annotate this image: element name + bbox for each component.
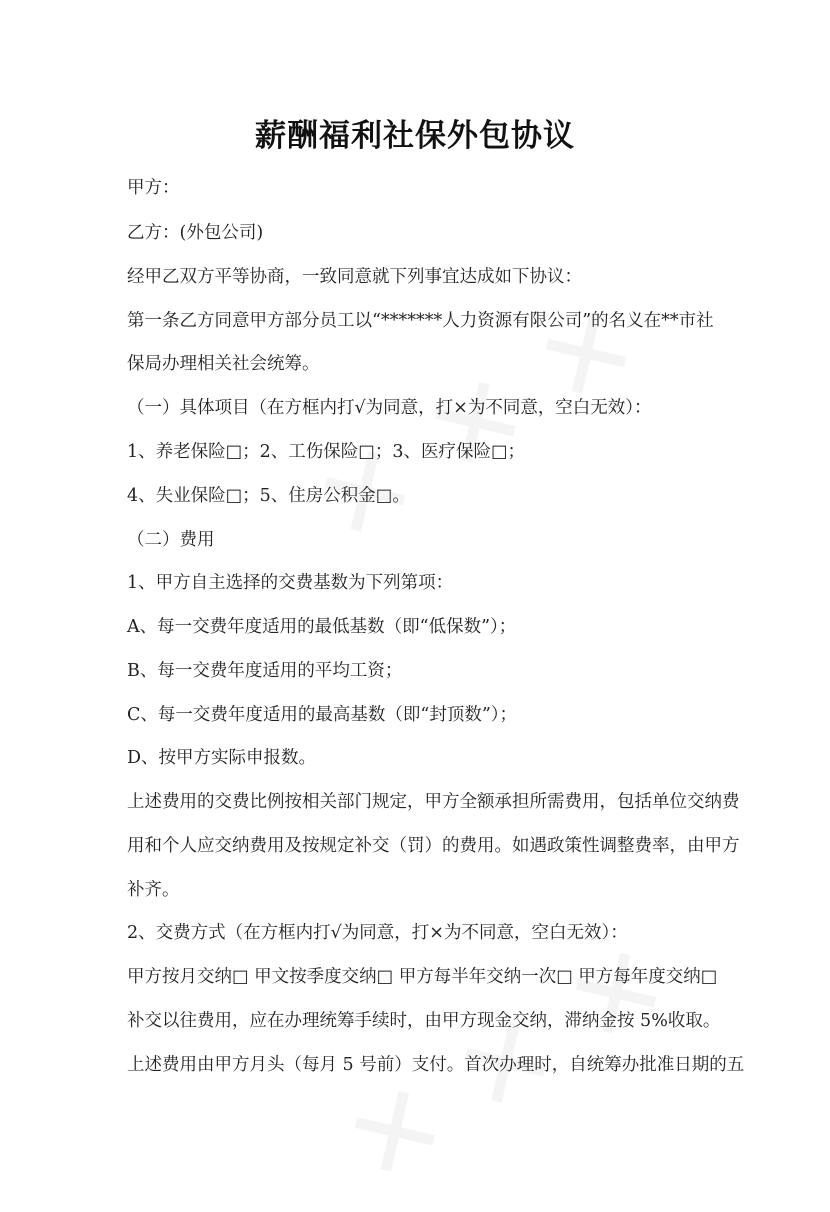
payment-schedule-line: 上述费用由甲方月头（每月 5 号前）支付。首次办理时，自统筹办批准日期的五	[127, 1055, 745, 1075]
party-b-line: 乙方：(外包公司)	[127, 223, 264, 243]
party-a-line: 甲方：	[127, 178, 180, 198]
fee-base-line: 1、甲方自主选择的交费基数为下列第项：	[127, 573, 454, 593]
payment-options-line: 甲方按月交纳□ 甲文按季度交纳□ 甲方每半年交纳一次□ 甲方每年度交纳□	[127, 967, 718, 987]
fee-option-a: A、每一交费年度适用的最低基数（即“低保数”）；	[127, 617, 517, 637]
insurance-items-row-2: 4、失业保险□；5、住房公积金□。	[127, 486, 410, 506]
preamble-line: 经甲乙双方平等协商，一致同意就下列事宜达成如下协议：	[127, 267, 582, 287]
fee-paragraph-line-3: 补齐。	[127, 880, 180, 900]
fee-option-d: D、按甲方实际申报数。	[127, 748, 317, 768]
section-fees-heading: （二）费用	[127, 530, 215, 550]
fee-option-c: C、每一交费年度适用的最高基数（即“封顶数”）；	[127, 705, 518, 725]
payment-method-heading: 2、交费方式（在方框内打√为同意，打×为不同意，空白无效）：	[127, 923, 628, 943]
back-payment-line: 补交以往费用，应在办理统筹手续时，由甲方现金交纳，滞纳金按 5%收取。	[127, 1011, 721, 1031]
section-items-heading: （一）具体项目（在方框内打√为同意，打×为不同意，空白无效）：	[127, 398, 652, 418]
fee-option-b: B、每一交费年度适用的平均工资；	[127, 661, 403, 681]
document-title: 薪酬福利社保外包协议	[255, 118, 575, 154]
fee-paragraph-line-2: 用和个人应交纳费用及按规定补交（罚）的费用。如遇政策性调整费率，由甲方	[127, 836, 740, 856]
article-one-line-cont: 保局办理相关社会统筹。	[127, 354, 320, 374]
fee-paragraph-line-1: 上述费用的交费比例按相关部门规定，甲方全额承担所需费用，包括单位交纳费	[127, 792, 740, 812]
insurance-items-row-1: 1、养老保险□；2、工伤保险□；3、医疗保险□；	[127, 442, 526, 462]
article-one-line: 第一条乙方同意甲方部分员工以“*******人力资源有限公司”的名义在**市社	[127, 311, 714, 331]
